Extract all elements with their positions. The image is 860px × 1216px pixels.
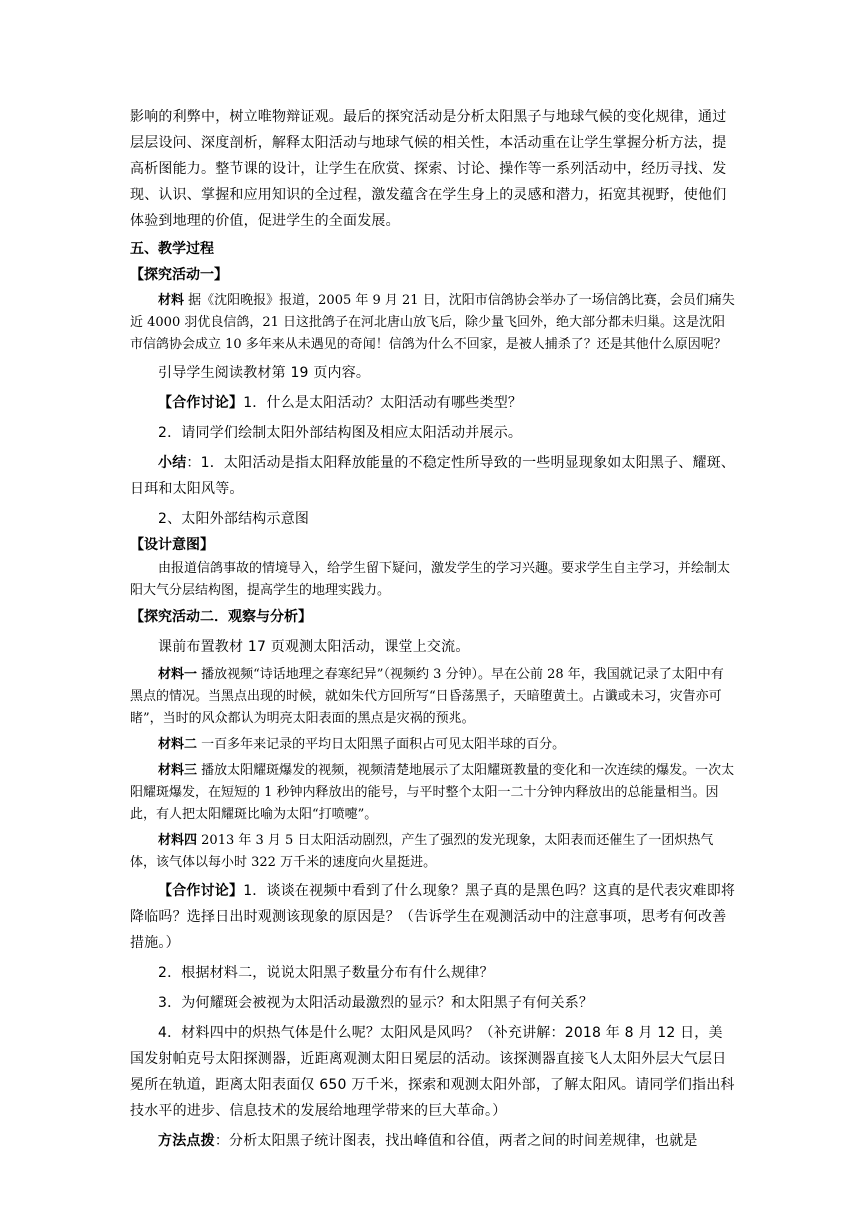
discussion-one-q1 [130,390,736,416]
summary-item-2: 2、太阳外部结构示意图 [158,511,310,527]
material-text: 据《沈阳晚报》报道，2005 年 9 月 21 日，沈阳市信鸽协会举办了一场信鸽比赛，会员们痛失近 4000 羽优良信鸽，21 日这批鸽子在河北唐山放飞后，除少量飞回外，绝大部分都未归巢。这是沈阳市信鸽协会成立 10 多年来从未遇见的奇闻！信鸽为什么不回家，是被人捕杀了？还是其他什么原因呢？ [130,293,735,352]
material-four-text: 2013 年 3 月 5 日太阳活动剧烈，产生了强烈的发光现象，太阳表而还催生了一团炽热气体，该气体以每小时 322 万千米的速度向火星挺进。 [130,833,714,870]
material-one-text: 播放视频“诗话地理之春寒纪异”（视频约 3 分钟）。早在公前 28 年，我国就记录了太阳中有黑点的情况。当黑点出现的时候，就如朱代方回所写“日昏荡黑子，天暗堕黄土。占谶或未习，灾眚亦可睹”，当时的风众都认为明亮太阳表面的黑点是灾祸的预兆。 [130,667,724,726]
summary-paragraph [130,450,736,502]
discussion-two-label: 【合作讨论】 [158,883,244,899]
document-page [130,104,736,1154]
summary-label: 小结 [158,455,187,471]
design-intent-heading: 【设计意图】 [130,537,214,553]
discussion-question: 1．什么是太阳活动？太阳活动有哪些类型？ [243,395,523,411]
method-tip-paragraph [130,1128,736,1154]
discussion-two-q1 [130,878,736,956]
material-four-paragraph [130,830,736,874]
guide-reading: 引导学生阅读教材第 19 页内容。 [158,365,371,381]
discussion-label: 【合作讨论】 [158,395,244,411]
material-two-text: 一百多年来记录的平均日太阳黑子面积占可见太阳半球的百分。 [197,737,566,752]
material-label: 材料 [158,293,185,308]
summary-text: ：1．太阳活动是指太阳释放能量的不稳定性所导致的一些明显现象如太阳黑子、耀斑、日珥和太阳风等。 [130,455,736,497]
method-tip-text: ：分析太阳黑子统计图表，找出峰值和谷值，两者之间的时间差规律，也就是 [214,1133,698,1149]
material-one-paragraph [130,664,736,730]
method-tip-label: 方法点拨 [158,1133,215,1149]
discussion-two-q3: 3．为何耀斑会被视为太阳活动最激烈的显示？和太阳黑子有何关系？ [158,995,594,1011]
material-three-label: 材料三 [158,763,198,778]
discussion-two-question-1: 1．谈谈在视频中看到了什么现象？黑子真的是黑色吗？这真的是代表灾难即将降临吗？选择日出时观测该现象的原因是？（告诉学生在观测活动中的注意事项，思考有何改善措施。） [130,883,736,951]
activity-two-intro: 课前布置教材 17 页观测太阳活动，课堂上交流。 [158,639,470,655]
material-one-label: 材料一 [158,667,198,682]
material-paragraph [130,290,736,356]
material-two-label: 材料二 [158,737,198,752]
activity-two-heading: 【探究活动二．观察与分析】 [130,609,312,625]
discussion-one-q2: 2．请同学们绘制太阳外部结构图及相应太阳活动并展示。 [158,425,523,441]
paragraph-intro: 影响的利弊中，树立唯物辩证观。最后的探究活动是分析太阳黑子与地球气候的变化规律，通过层层设问、深度剖析，解释太阳活动与地球气候的相关性，本活动重在让学生掌握分析方法，提高析图能力。整节课的设计，让学生在欣赏、探索、讨论、操作等一系列活动中，经历寻找、发现、认识、掌握和应用知识的全过程，激发蕴含在学生身上的灵感和潜力，拓宽其视野，使他们体验到地理的价值，促进学生的全面发展。 [130,109,727,229]
discussion-two-q2: 2．根据材料二，说说太阳黑子数量分布有什么规律？ [158,965,494,981]
material-four-label: 材料四 [158,833,198,848]
design-intent-text: 由报道信鸽事故的情境导入，给学生留下疑问，激发学生的学习兴趣。要求学生自主学习，并绘制太阳大气分层结构图，提高学生的地理实践力。 [130,561,731,598]
material-two-paragraph [130,734,736,756]
discussion-two-q4: 4．材料四中的炽热气体是什么呢？太阳风是风吗？（补充讲解：2018 年 8 月 12 日，美国发射帕克号太阳探测器，近距离观测太阳日冕层的活动。该探测器直接飞人太阳外层大气层日冕所在轨道，距离太阳表面仅 650 万千米，探索和观测太阳外部，了解太阳风。请同学们指出科技水平的进步、信息技术的发展给地理学带来的巨大革命。） [130,1025,735,1119]
section-heading-5: 五、教学过程 [130,241,214,257]
activity-one-heading: 【探究活动一】 [130,267,228,283]
material-three-paragraph [130,760,736,826]
material-three-text: 播放太阳耀斑爆发的视频，视频清楚地展示了太阳耀斑教量的变化和一次连续的爆发。一次太阳耀斑爆发，在短短的 1 秒钟内释放出的能号，与平时整个太阳一二十分钟内释放出的总能量相当。因此，有人把太阳耀斑比喻为太阳“打喷嚏”。 [130,763,735,822]
